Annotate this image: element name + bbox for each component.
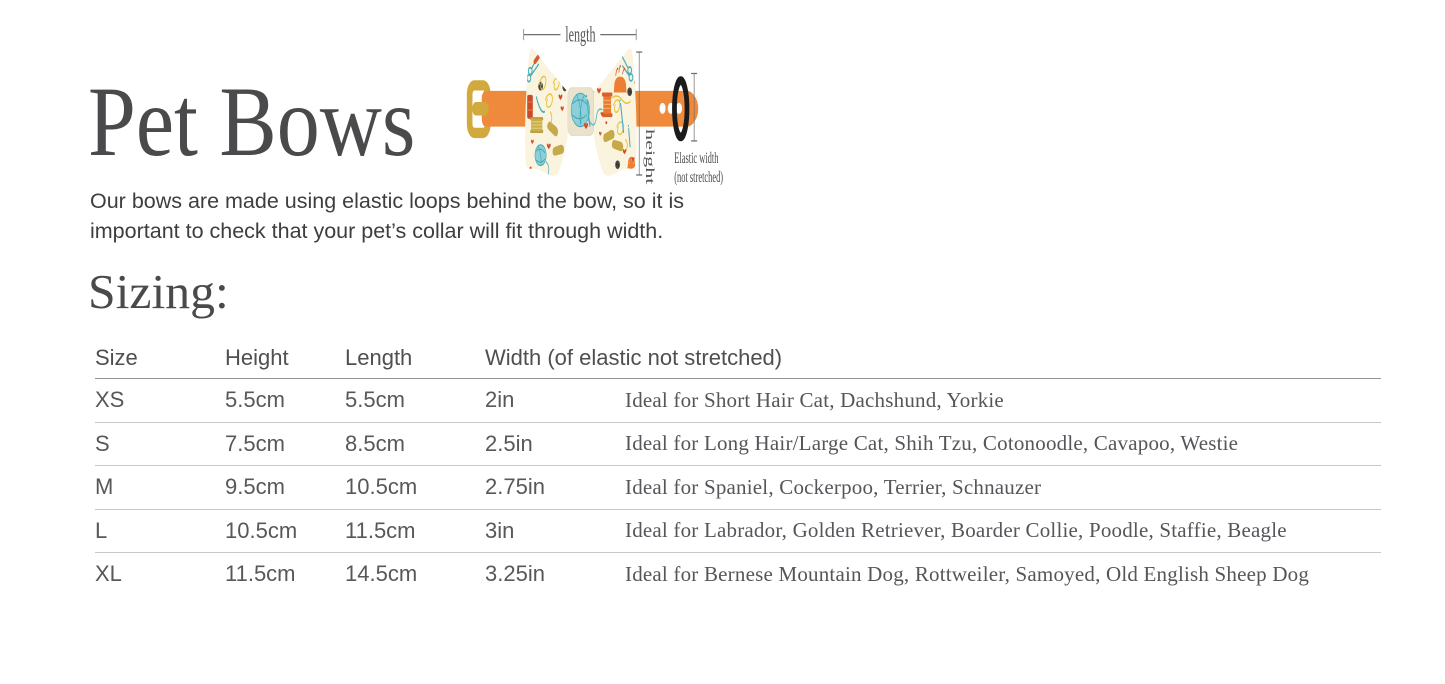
collar-bow-diagram bbox=[565, 21, 1445, 290]
cell-ideal-for: Ideal for Bernese Mountain Dog, Rottweiler, Samoyed, Old English Sheep Dog bbox=[625, 561, 1310, 586]
cell-size: S bbox=[95, 430, 110, 456]
elastic-width-label-line1: Elastic width bbox=[674, 149, 719, 167]
description-line-2: important to check that your pet’s collar will fit through width. bbox=[90, 218, 664, 243]
cell-length: 8.5cm bbox=[345, 430, 405, 456]
cell-width: 2.75in bbox=[485, 474, 545, 500]
description-line-1: Our bows are made using elastic loops behind the bow, so it is bbox=[90, 189, 684, 213]
cell-size: L bbox=[95, 517, 108, 543]
page-description bbox=[90, 187, 684, 246]
cell-height: 5.5cm bbox=[225, 387, 285, 413]
cell-height: 10.5cm bbox=[225, 517, 298, 543]
height-label: height bbox=[643, 129, 657, 185]
cell-length: 5.5cm bbox=[345, 387, 405, 413]
sizing-heading: Sizing: bbox=[88, 264, 229, 319]
table-row-xs bbox=[95, 379, 1381, 423]
sizing-table bbox=[95, 340, 1381, 596]
cell-height: 7.5cm bbox=[225, 430, 285, 456]
cell-length: 10.5cm bbox=[345, 474, 418, 500]
sizing-table-header bbox=[95, 340, 1381, 379]
cell-height: 11.5cm bbox=[225, 561, 296, 587]
page-title: Pet Bows bbox=[88, 66, 416, 177]
cell-height: 9.5cm bbox=[225, 474, 285, 500]
cell-size: M bbox=[95, 474, 114, 500]
cell-length: 11.5cm bbox=[345, 517, 416, 543]
cell-width: 2.5in bbox=[485, 430, 533, 456]
column-header-length: Length bbox=[345, 345, 413, 370]
length-label: length bbox=[565, 21, 596, 47]
table-row-l bbox=[95, 510, 1381, 554]
column-header-width: Width (of elastic not stretched) bbox=[485, 345, 783, 370]
buckle-prong bbox=[472, 102, 488, 115]
table-row-s bbox=[95, 423, 1381, 467]
cell-width: 3.25in bbox=[485, 561, 545, 587]
column-header-size: Size bbox=[95, 345, 138, 370]
cell-length: 14.5cm bbox=[345, 561, 418, 587]
cell-size: XS bbox=[95, 387, 125, 413]
cell-size: XL bbox=[95, 561, 122, 587]
cell-width: 3in bbox=[485, 517, 515, 543]
cell-width: 2in bbox=[485, 387, 515, 413]
column-header-height: Height bbox=[225, 345, 289, 370]
cell-ideal-for: Ideal for Short Hair Cat, Dachshund, Yorkie bbox=[625, 387, 1004, 412]
elastic-width-label-line2: (not stretched) bbox=[674, 168, 724, 186]
table-row-xl bbox=[95, 553, 1381, 596]
cell-ideal-for: Ideal for Spaniel, Cockerpoo, Terrier, Schnauzer bbox=[625, 474, 1042, 499]
table-row-m bbox=[95, 466, 1381, 510]
cell-ideal-for: Ideal for Labrador, Golden Retriever, Boarder Collie, Poodle, Staffie, Beagle bbox=[625, 518, 1287, 543]
collar-holes bbox=[660, 103, 682, 114]
cell-ideal-for: Ideal for Long Hair/Large Cat, Shih Tzu, Cotonoodle, Cavapoo, Westie bbox=[625, 431, 1239, 456]
